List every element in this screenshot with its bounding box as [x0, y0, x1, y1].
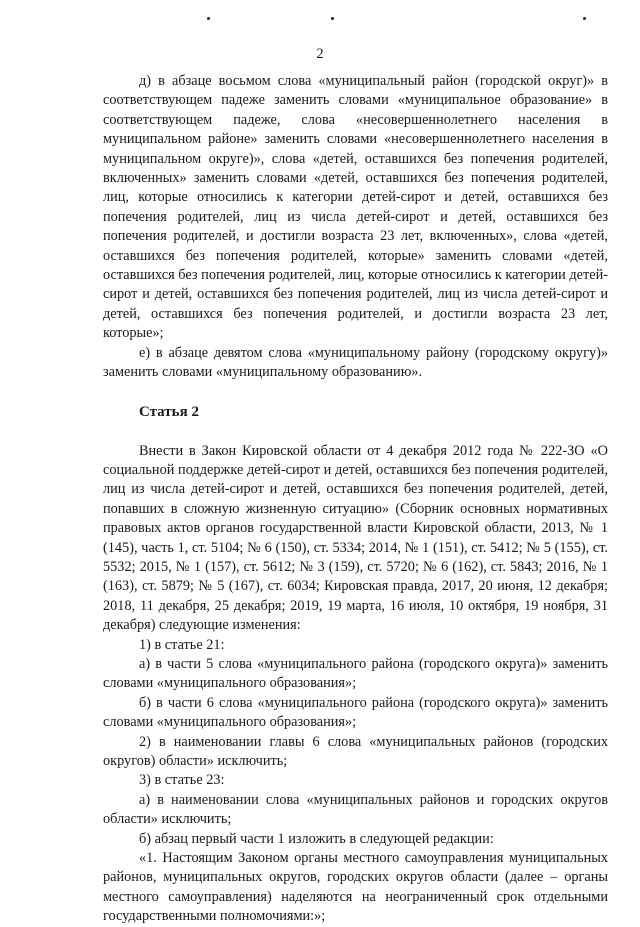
amendment-item-e: е) в абзаце девятом слова «муниципальному району (городскому округу)» заменить словами «муниципальному образованию».: [103, 344, 608, 381]
amendment-point-1a: а) в части 5 слова «муниципального района (городского округа)» заменить словами «муниципального образования»;: [103, 655, 608, 692]
page-number: 2: [316, 46, 324, 62]
amendment-point-3: 3) в статье 23:: [139, 772, 225, 789]
article-heading: Статья 2: [139, 403, 199, 420]
scan-speck: [583, 17, 586, 20]
amendment-point-2: 2) в наименовании главы 6 слова «муниципальных районов (городских округов) области» исключить;: [103, 733, 608, 769]
amendment-point-1: 1) в статье 21:: [139, 636, 225, 653]
amendment-quote: «1. Настоящим Законом органы местного самоуправления муниципальных районов, муниципальных округов, городских округов области (далее – органы местного самоуправления) наделяются на неограниченный срок отдельными государственными полномочиями:»;: [103, 850, 608, 925]
amendment-point-1b: б) в части 6 слова «муниципального района (городского округа)» заменить словами «муниципального образования»;: [103, 694, 608, 731]
scan-speck: [331, 17, 334, 20]
amendment-point-3b: б) абзац первый части 1 изложить в следующей редакции:: [139, 830, 494, 847]
scan-speck: [207, 17, 210, 20]
amendment-point-3a: а) в наименовании слова «муниципальных районов и городских округов области» исключить;: [103, 791, 608, 828]
document-body: [103, 72, 608, 927]
amendment-item-d: д) в абзаце восьмом слова «муниципальный район (городской округ)» в соответствующем падеже заменить словами «муниципальное образование» в соответствующем падеже, слова «несовершеннолетнего населения в муниципальном районе» заменить словами «несовершеннолетнего населения в муниципальном округе)», слова «детей, оставшихся без попечения родителей, включенных» заменить словами «детей, оставшихся без попечения родителей, лиц, которые относились к категории детей-сирот и детей, оставшихся без попечения родителей, лиц из числа детей-сирот и детей, оставшихся без попечения родителей, и достигли возраста 23 лет, включенных», слова «детей, оставшихся без попечения родителей, которые» заменить словами «детей, оставшихся без попечения родителей, лиц, которые относились к категории детей-сирот и детей, оставшихся без попечения родителей, лиц из числа детей-сирот и детей, оставшихся без попечения родителей, и достигли возраста 23 лет, которые»;: [103, 73, 608, 342]
article-intro-paragraph: Внести в Закон Кировской области от 4 декабря 2012 года № 222-ЗО «О социальной поддержке детей-сирот и детей, оставшихся без попечения родителей, лиц из числа детей-сирот и детей, оставшихся без попечения родителей, детей, попавших в сложную жизненную ситуацию» (Сборник основных нормативных правовых актов органов государственной власти Кировской области, 2013, № 1 (145), часть 1, ст. 5104; № 6 (150), ст. 5334; 2014, № 1 (151), ст. 5412; № 5 (155), ст. 5532; 2015, № 1 (157), ст. 5612; № 3 (159), ст. 5720; № 6 (162), ст. 5843; 2016, № 1 (163), ст. 5879; № 5 (167), ст. 6034; Кировская правда, 2017, 20 июня, 12 декабря; 2018, 11 декабря, 25 декабря; 2019, 19 марта, 16 июля, 10 октября, 19 ноября, 31 декабря) следующие изменения:: [103, 442, 608, 634]
